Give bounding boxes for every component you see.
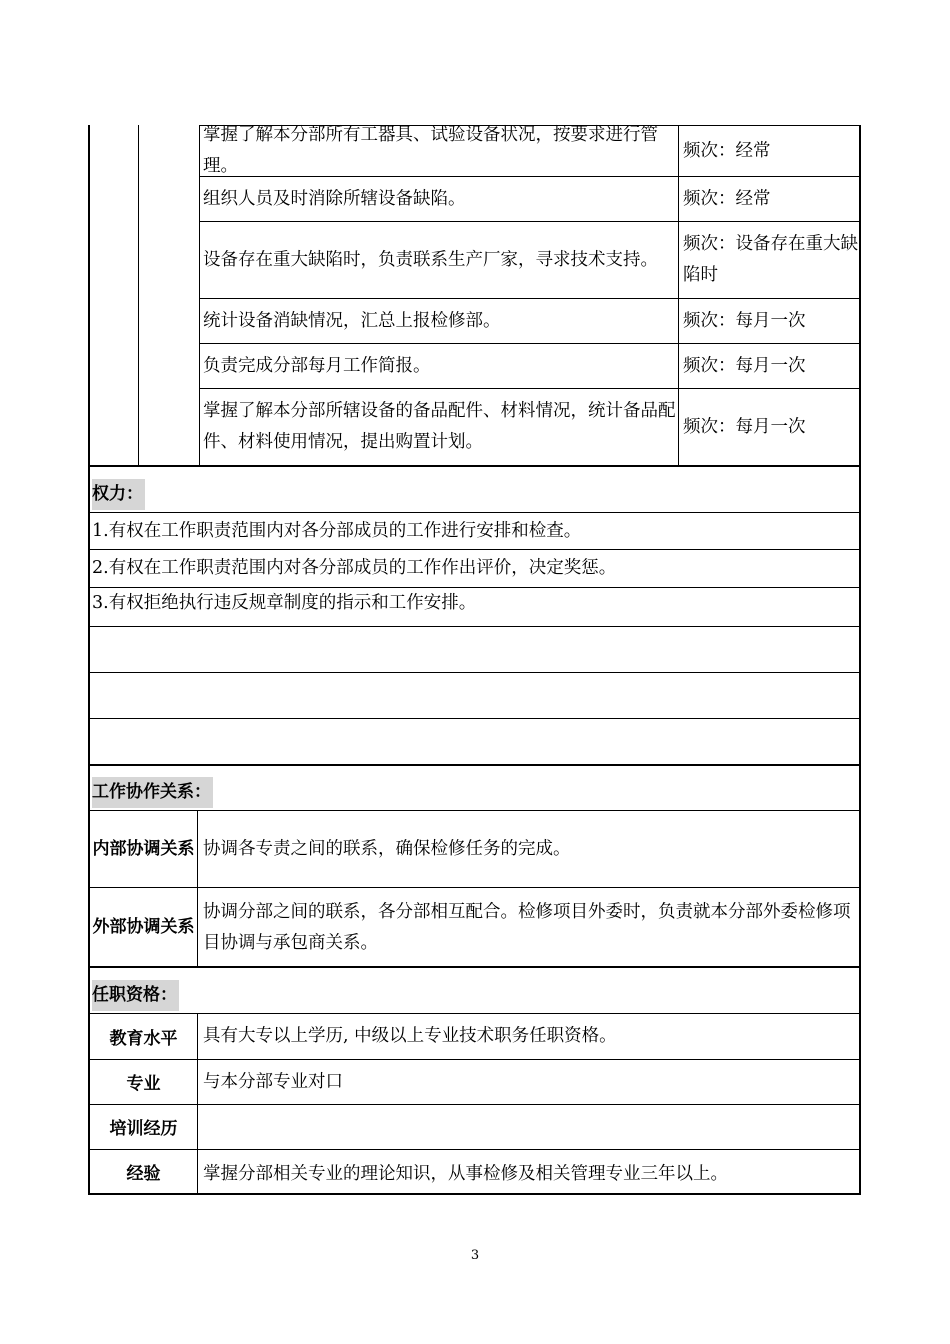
authority-title: 权力： <box>90 465 859 512</box>
duty-row <box>200 298 861 343</box>
empty-row <box>90 672 859 718</box>
row-value: 掌握分部相关专业的理论知识，从事检修及相关管理专业三年以上。 <box>203 1164 728 1184</box>
row-value: 与本分部专业对口 <box>203 1071 343 1092</box>
duty-row <box>200 176 861 221</box>
experience-row <box>90 1149 859 1194</box>
empty-row <box>90 718 859 765</box>
row-value: 协调分部之间的联系，各分部相互配合。检修项目外委时，负责就本分部外委检修项目协调与承包商关系。 <box>203 901 851 953</box>
row-value: 具有大专以上学历, 中级以上专业技术职务任职资格。 <box>203 1026 617 1046</box>
qualification-section <box>88 966 861 1194</box>
authority-section <box>88 465 861 765</box>
duty-task: 掌握了解本分部所辖设备的备品配件、材料情况，统计备品配件、材料使用情况，提出购置计划。 <box>200 389 679 465</box>
duty-frequency: 频次：经常 <box>683 188 771 209</box>
row-label: 经验 <box>90 1150 198 1194</box>
external-coordination-row <box>90 887 859 967</box>
empty-index-column <box>90 125 139 465</box>
row-label: 教育水平 <box>90 1014 198 1059</box>
major-row <box>90 1059 859 1104</box>
duty-task: 统计设备消缺情况，汇总上报检修部。 <box>200 299 679 343</box>
duty-frequency: 频次：设备存在重大缺陷时 <box>683 234 858 285</box>
authority-item: 3.有权拒绝执行违反规章制度的指示和工作安排。 <box>90 587 859 626</box>
row-label: 外部协调关系 <box>90 888 198 967</box>
authority-item: 2.有权在工作职责范围内对各分部成员的工作作出评价，决定奖惩。 <box>90 549 859 587</box>
page-number: 3 <box>470 1248 480 1263</box>
qualification-title: 任职资格： <box>90 966 859 1013</box>
cooperation-section <box>88 764 861 967</box>
duty-row <box>200 221 861 298</box>
duty-row <box>200 125 861 176</box>
row-label: 培训经历 <box>90 1105 198 1149</box>
duties-table <box>88 125 861 465</box>
cooperation-title: 工作协作关系： <box>90 764 859 810</box>
authority-item: 1.有权在工作职责范围内对各分部成员的工作进行安排和检查。 <box>90 512 859 549</box>
duty-frequency: 频次：每月一次 <box>683 355 806 376</box>
duty-task: 掌握了解本分部所有工器具、试验设备状况，按要求进行管理。 <box>200 126 679 176</box>
empty-row <box>90 626 859 672</box>
duty-task: 组织人员及时消除所辖设备缺陷。 <box>200 177 679 221</box>
duty-frequency: 频次：每月一次 <box>683 310 806 331</box>
education-row <box>90 1013 859 1059</box>
duty-row <box>200 343 861 388</box>
internal-coordination-row <box>90 810 859 887</box>
row-label: 专业 <box>90 1060 198 1104</box>
row-label: 内部协调关系 <box>90 811 198 887</box>
duty-row <box>200 388 861 465</box>
duty-task: 负责完成分部每月工作简报。 <box>200 344 679 388</box>
duty-frequency: 频次：每月一次 <box>683 416 806 437</box>
duty-task: 设备存在重大缺陷时，负责联系生产厂家，寻求技术支持。 <box>200 222 679 298</box>
row-value <box>199 1105 859 1149</box>
empty-category-column <box>139 125 200 465</box>
table-bottom-border <box>88 1193 861 1195</box>
row-value: 协调各专责之间的联系，确保检修任务的完成。 <box>203 838 571 859</box>
training-row <box>90 1104 859 1149</box>
duty-frequency: 频次：经常 <box>683 140 771 161</box>
